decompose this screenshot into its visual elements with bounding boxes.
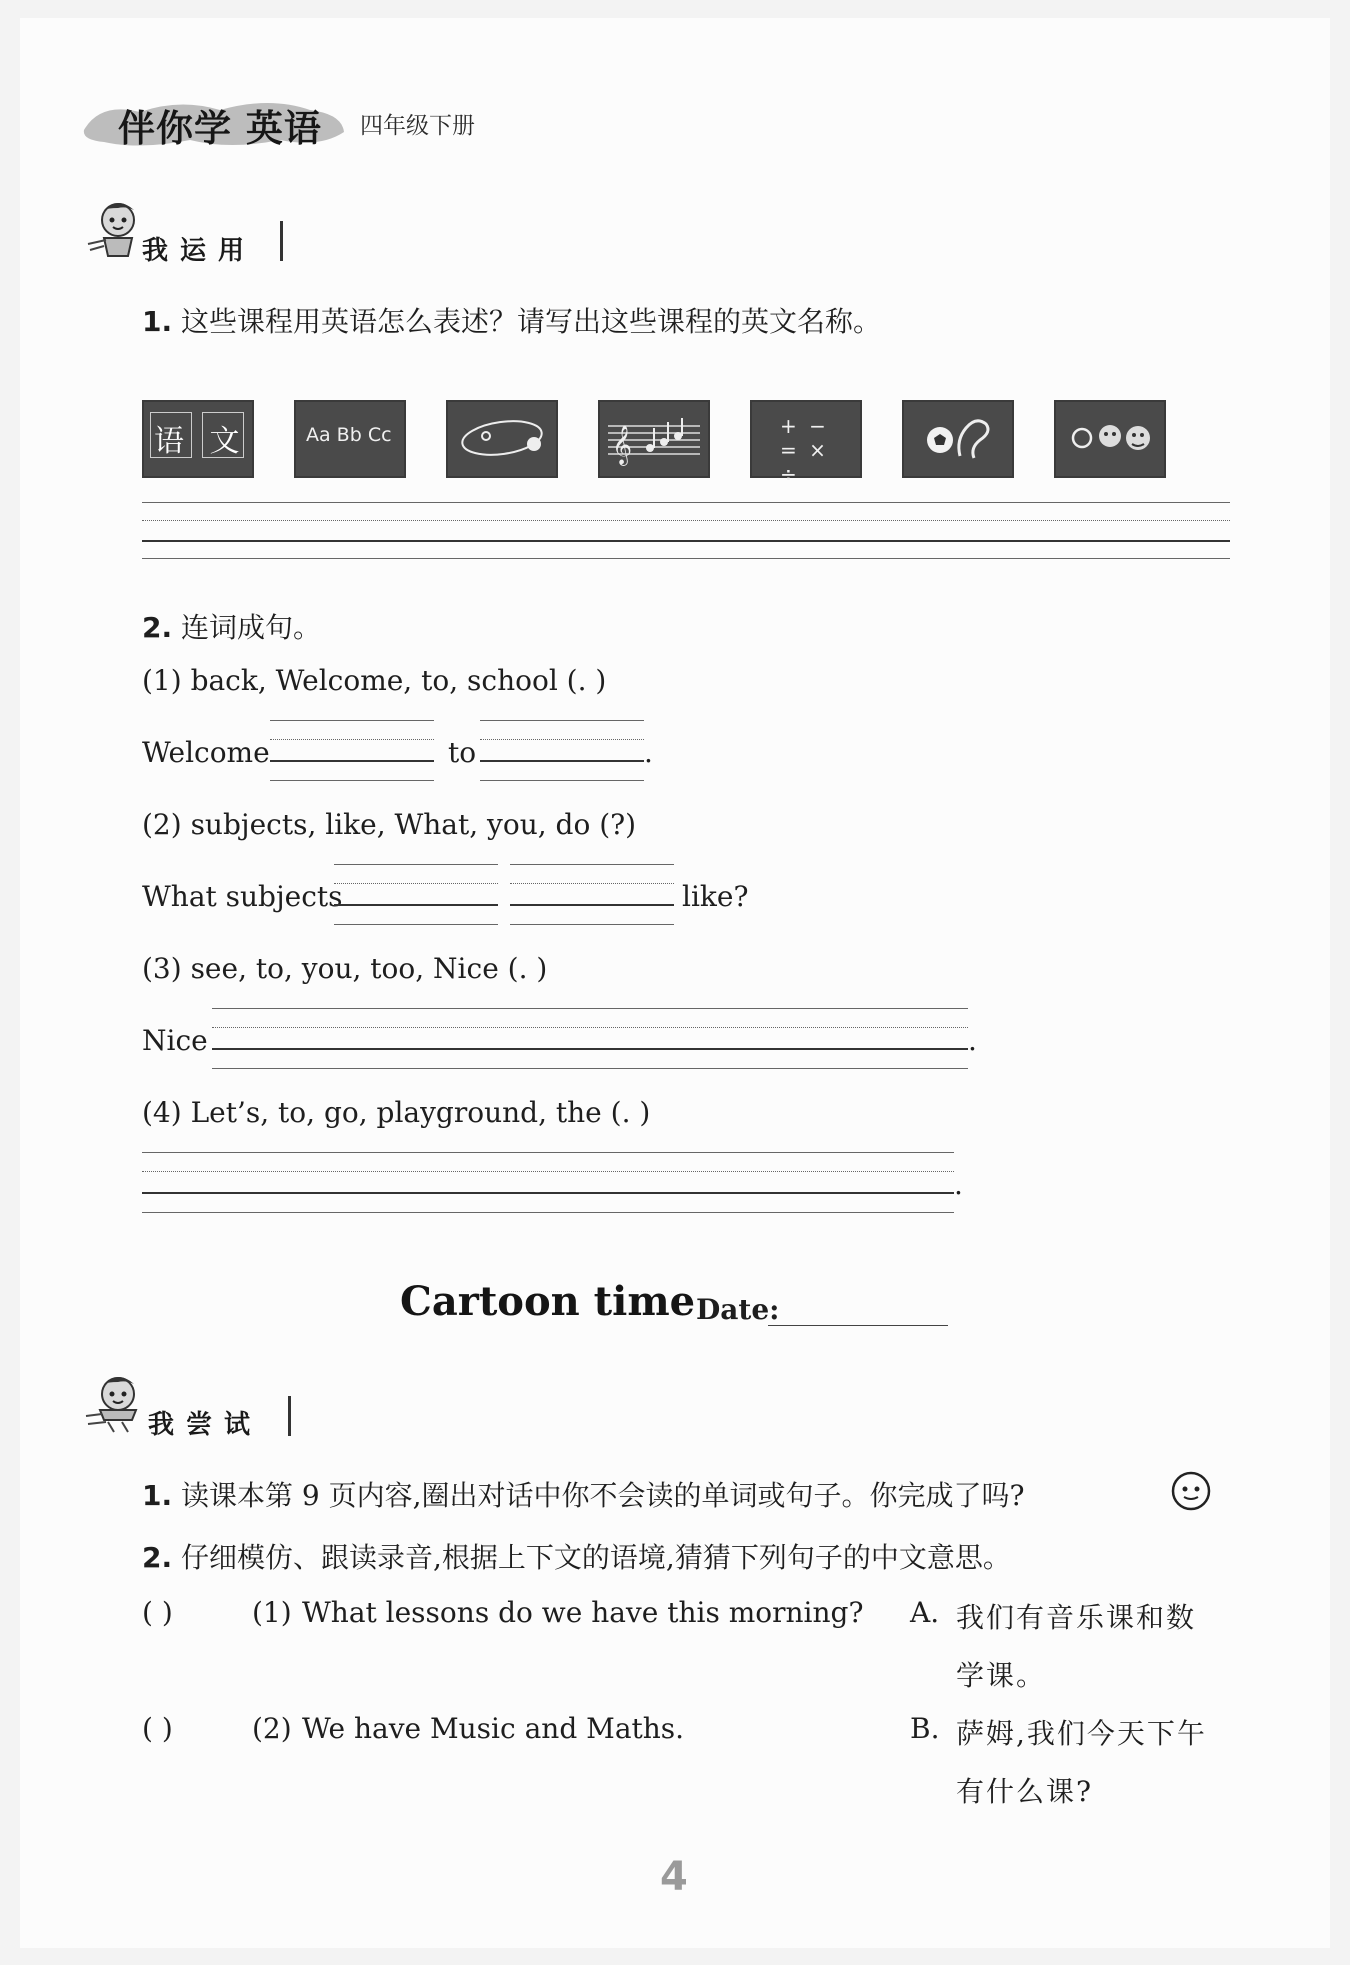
section-divider xyxy=(280,221,283,261)
chinese-card-text: 语 文 xyxy=(154,424,248,459)
section-divider xyxy=(288,1396,291,1436)
option-a-letter: A. xyxy=(910,1596,940,1629)
football-rope-icon xyxy=(902,400,1014,478)
smiley-face-icon xyxy=(1170,1470,1212,1512)
orbit-icon xyxy=(446,400,558,478)
item-3-start: Nice xyxy=(142,1024,208,1057)
item-1-end: . xyxy=(644,736,653,769)
chinese-card xyxy=(142,400,254,478)
music-staff-card xyxy=(598,400,710,478)
item-1-blank-1[interactable] xyxy=(270,720,434,782)
book-subtitle: 四年级下册 xyxy=(360,113,475,139)
item-4-blank[interactable] xyxy=(142,1152,954,1214)
question-number: 2. xyxy=(142,1541,173,1574)
match-sentence-2: We have Music and Maths. xyxy=(302,1712,685,1745)
workbook-page xyxy=(20,18,1330,1948)
item-2-blank-2[interactable] xyxy=(510,864,674,926)
item-3-prompt: (3) see, to, you, too, Nice (. ) xyxy=(142,952,548,985)
book-title: 伴你学 英语 xyxy=(118,107,322,150)
match-sentence-1: What lessons do we have this morning? xyxy=(302,1596,864,1629)
match-label-2: (2) xyxy=(252,1712,292,1745)
date-label: Date: xyxy=(696,1293,780,1326)
try-question-1 xyxy=(142,1474,1025,1514)
item-1-prompt: (1) back, Welcome, to, school (. ) xyxy=(142,664,607,697)
question-text: 仔细模仿、跟读录音,根据上下文的语境,猜猜下列句子的中文意思。 xyxy=(181,1541,1011,1574)
answer-paren-1[interactable]: ( ) xyxy=(142,1596,173,1629)
item-1-mid: to xyxy=(448,736,477,769)
match-label-1: (1) xyxy=(252,1596,292,1629)
question-1 xyxy=(142,300,881,340)
music-notes-icon xyxy=(598,400,710,478)
cartoon-time-heading: Cartoon time xyxy=(400,1278,696,1325)
svg-text:𝄞: 𝄞 xyxy=(612,425,633,465)
answer-paren-2[interactable]: ( ) xyxy=(142,1712,173,1745)
maths-card-text: + − = × ÷ xyxy=(780,414,826,486)
art-faces-card xyxy=(1054,400,1166,478)
item-2-prompt: (2) subjects, like, What, you, do (?) xyxy=(142,808,637,841)
question-text: 连词成句。 xyxy=(181,611,322,644)
date-field[interactable] xyxy=(768,1325,948,1326)
girl-mascot-icon xyxy=(78,1370,144,1436)
item-4-end: . xyxy=(954,1168,963,1201)
question-number: 1. xyxy=(142,1479,173,1512)
item-4-prompt: (4) Let’s, to, go, playground, the (. ) xyxy=(142,1096,651,1129)
maths-symbols-card xyxy=(750,400,862,486)
section-title-try: 我尝试 xyxy=(148,1410,263,1440)
question-2 xyxy=(142,606,321,646)
option-b-letter: B. xyxy=(910,1712,940,1745)
question-text: 读课本第 9 页内容,圈出对话中你不会读的单词或句子。你完成了吗? xyxy=(181,1479,1025,1512)
section-title-use: 我运用 xyxy=(142,236,257,266)
answer-writing-lines[interactable] xyxy=(142,502,1230,568)
drawing-faces-icon xyxy=(1054,400,1166,478)
item-2-blank-1[interactable] xyxy=(334,864,498,926)
item-2-start: What subjects xyxy=(142,880,343,913)
science-orbit-card xyxy=(446,400,558,478)
question-number: 1. xyxy=(142,305,173,338)
item-3-end: . xyxy=(968,1024,977,1057)
girl-mascot-icon xyxy=(78,196,144,262)
question-text: 这些课程用英语怎么表述？请写出这些课程的英文名称。 xyxy=(181,305,882,338)
pe-ball-card xyxy=(902,400,1014,478)
option-b-line2: 有什么课? xyxy=(956,1775,1094,1808)
try-question-2 xyxy=(142,1536,1011,1576)
item-3-blank[interactable] xyxy=(212,1008,968,1070)
item-2-end: like? xyxy=(682,880,749,913)
english-card xyxy=(294,400,406,478)
option-a-line2: 学课。 xyxy=(956,1659,1047,1692)
page-number: 4 xyxy=(660,1854,688,1900)
item-1-start: Welcome xyxy=(142,736,270,769)
english-card-text: Aa Bb Cc xyxy=(306,424,392,446)
option-a-line1: 我们有音乐课和数 xyxy=(956,1601,1197,1634)
item-1-blank-2[interactable] xyxy=(480,720,644,782)
question-number: 2. xyxy=(142,611,173,644)
option-b-line1: 萨姆,我们今天下午 xyxy=(956,1717,1207,1750)
